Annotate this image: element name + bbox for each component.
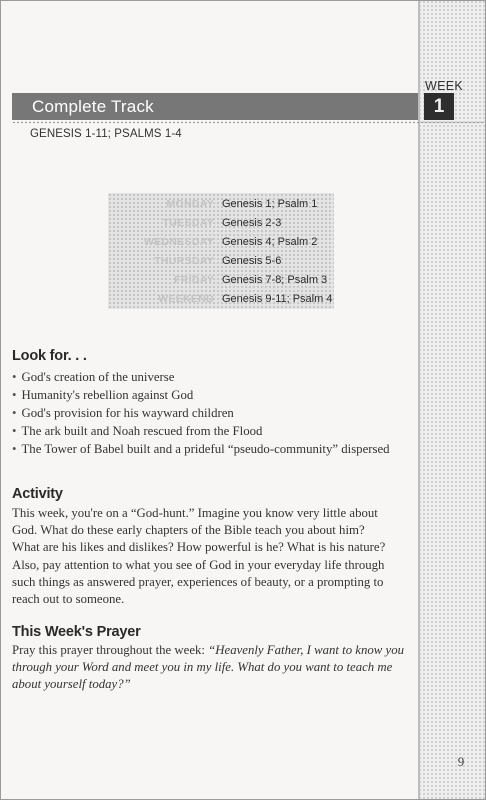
activity-line: God. What do these early chapters of the Bible teach you about him?	[12, 523, 365, 538]
activity-line: Also, pay attention to what you see of God in your everyday life through	[12, 557, 385, 572]
schedule-row	[108, 270, 334, 289]
prayer-heading: This Week's Prayer	[12, 624, 141, 640]
track-title-bar	[12, 93, 418, 120]
list-item: • Humanity's rebellion against God	[12, 386, 412, 404]
prayer-text	[12, 642, 412, 694]
list-item: • The Tower of Babel built and a prideful “pseudo-community” dispersed	[12, 440, 412, 458]
schedule-reading: Genesis 9-11; Psalm 4	[222, 292, 333, 305]
schedule-row	[108, 213, 334, 232]
list-item: • The ark built and Noah rescued from the Flood	[12, 422, 412, 440]
schedule-day: THURSDAY	[154, 254, 214, 267]
prayer-intro: Pray this prayer throughout the week:	[12, 643, 209, 657]
dotted-margin-strip	[418, 0, 486, 800]
schedule-reading: Genesis 7-8; Psalm 3	[222, 273, 328, 286]
week-label: WEEK	[425, 79, 464, 93]
dotted-divider	[12, 121, 486, 124]
schedule-row	[108, 289, 334, 308]
schedule-day: MONDAY	[166, 197, 214, 210]
activity-line: reach out to someone.	[12, 592, 125, 607]
activity-heading: Activity	[12, 486, 63, 502]
activity-line: This week, you're on a “God-hunt.” Imagine you know very little about	[12, 506, 378, 520]
prayer-quote: about yourself today?”	[12, 677, 131, 692]
schedule-row	[108, 194, 334, 213]
activity-line: What are his likes and dislikes? How powerful is he? What is his nature?	[12, 540, 386, 555]
schedule-day: WEEKEND	[158, 292, 214, 305]
prayer-quote: “Heavenly Father, I want to know you	[208, 643, 404, 657]
schedule-day: FRIDAY	[174, 273, 214, 286]
schedule-row	[108, 251, 334, 270]
schedule-row	[108, 232, 334, 251]
page-number: 9	[457, 754, 465, 769]
list-item: • God's provision for his wayward children	[12, 404, 412, 422]
activity-text	[12, 505, 412, 608]
look-for-list	[12, 368, 412, 458]
prayer-quote: through your Word and meet you in my life. What do you want to teach me	[12, 660, 393, 675]
look-for-heading: Look for. . .	[12, 348, 87, 364]
schedule-reading: Genesis 2-3	[222, 216, 282, 229]
schedule-reading: Genesis 1; Psalm 1	[222, 197, 318, 210]
schedule-reading: Genesis 4; Psalm 2	[222, 235, 318, 248]
reading-range-subtitle: GENESIS 1-11; PSALMS 1-4	[30, 128, 182, 140]
track-title: Complete Track	[32, 96, 154, 116]
schedule-reading: Genesis 5-6	[222, 254, 282, 267]
list-item: • God's creation of the universe	[12, 368, 412, 386]
schedule-day: TUESDAY	[162, 216, 214, 229]
schedule-day: WEDNESDAY	[144, 235, 214, 248]
week-number-badge: 1	[424, 93, 454, 120]
reading-schedule-box	[108, 193, 334, 309]
activity-line: such things as answered prayer, experiences of beauty, or a prompting to	[12, 574, 384, 589]
